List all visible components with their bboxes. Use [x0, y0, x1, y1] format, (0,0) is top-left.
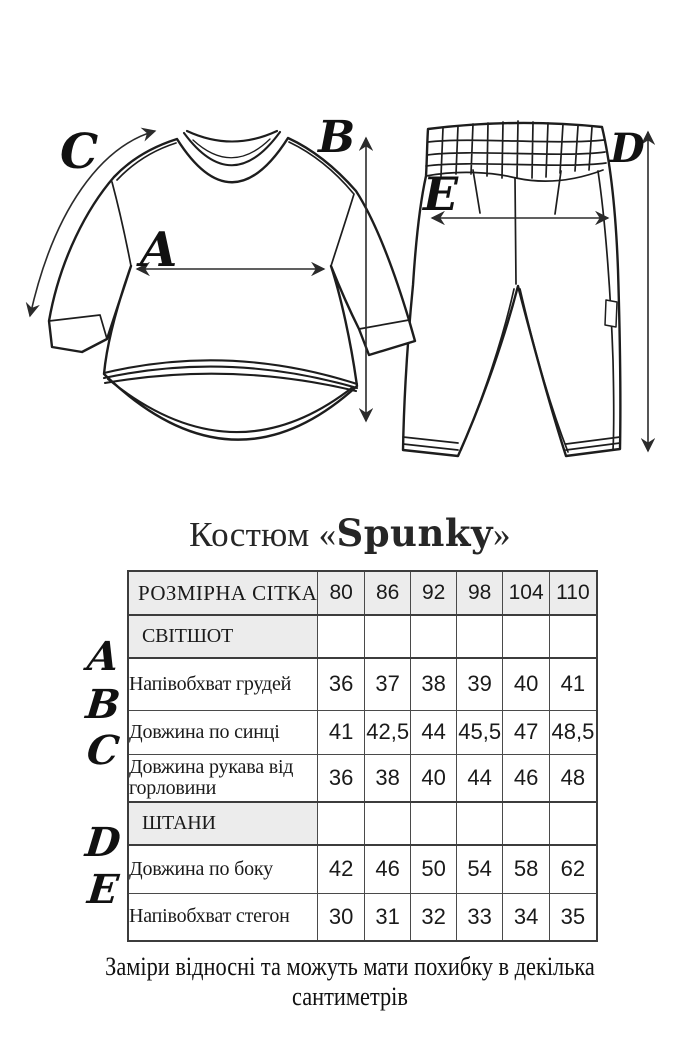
value-cell: 44 [411, 710, 457, 754]
header-label-cell: РОЗМІРНА СІТКА [128, 571, 318, 615]
size-header-cell: 98 [457, 571, 503, 615]
empty-cell [365, 802, 411, 845]
value-cell: 47 [503, 710, 550, 754]
measure-label-d: D [610, 125, 645, 172]
measure-name-cell: Довжина рукава від горловини [128, 754, 318, 802]
product-title-suffix: » [493, 515, 511, 554]
table-row-section-sweatshirt [128, 615, 597, 658]
value-cell: 34 [503, 893, 550, 941]
garment-diagram [0, 0, 700, 505]
value-cell: 41 [550, 658, 597, 710]
value-cell: 48 [550, 754, 597, 802]
sweatshirt-drawing [49, 131, 415, 440]
empty-cell [503, 802, 550, 845]
measure-name-cell: Напівобхват стегон [128, 893, 318, 941]
value-cell: 40 [411, 754, 457, 802]
value-cell: 30 [318, 893, 365, 941]
size-header-cell: 86 [365, 571, 411, 615]
product-title-prefix: Костюм « [189, 515, 337, 554]
value-cell: 35 [550, 893, 597, 941]
value-cell: 45,5 [457, 710, 503, 754]
empty-cell [318, 615, 365, 658]
section-label-cell: СВІТШОТ [128, 615, 318, 658]
table-row-header [128, 571, 597, 615]
value-cell: 46 [365, 845, 411, 893]
table-row-a [128, 658, 597, 710]
empty-cell [550, 615, 597, 658]
value-cell: 46 [503, 754, 550, 802]
empty-cell [503, 615, 550, 658]
value-cell: 31 [365, 893, 411, 941]
value-cell: 58 [503, 845, 550, 893]
value-cell: 40 [503, 658, 550, 710]
measure-label-b: B [318, 112, 356, 163]
table-row-section-pants [128, 802, 597, 845]
measurement-note: Заміри відносні та можуть мати похибку в декілька сантиметрів [105, 952, 595, 1011]
value-cell: 54 [457, 845, 503, 893]
measure-label-a: A [140, 222, 178, 278]
value-cell: 36 [318, 754, 365, 802]
value-cell: 39 [457, 658, 503, 710]
measure-name-cell: Довжина по синці [128, 710, 318, 754]
empty-cell [411, 615, 457, 658]
value-cell: 38 [365, 754, 411, 802]
value-cell: 36 [318, 658, 365, 710]
empty-cell [365, 615, 411, 658]
product-brand-name: Spunky [336, 511, 493, 555]
value-cell: 42 [318, 845, 365, 893]
value-cell: 44 [457, 754, 503, 802]
table-row-c [128, 754, 597, 802]
table-row-e [128, 893, 597, 941]
value-cell: 48,5 [550, 710, 597, 754]
product-title [0, 511, 700, 555]
value-cell: 33 [457, 893, 503, 941]
empty-cell [550, 802, 597, 845]
measure-label-c: C [60, 124, 99, 180]
table-row-b [128, 710, 597, 754]
empty-cell [457, 615, 503, 658]
row-letter-c: C [84, 727, 122, 774]
size-table-area [0, 570, 700, 950]
row-letter-e: E [85, 866, 121, 913]
value-cell: 32 [411, 893, 457, 941]
row-letter-b: B [83, 681, 123, 728]
measure-label-e: E [423, 167, 459, 221]
value-cell: 50 [411, 845, 457, 893]
value-cell: 41 [318, 710, 365, 754]
empty-cell [411, 802, 457, 845]
size-header-cell: 110 [550, 571, 597, 615]
row-letter-d: D [83, 819, 123, 866]
value-cell: 37 [365, 658, 411, 710]
row-letter-a: A [85, 633, 122, 680]
empty-cell [457, 802, 503, 845]
table-row-d [128, 845, 597, 893]
size-header-cell: 104 [503, 571, 550, 615]
size-header-cell: 80 [318, 571, 365, 615]
size-header-cell: 92 [411, 571, 457, 615]
empty-cell [318, 802, 365, 845]
section-label-cell: ШТАНИ [128, 802, 318, 845]
value-cell: 38 [411, 658, 457, 710]
measure-name-cell: Напівобхват грудей [128, 658, 318, 710]
sweatshirt-collar-lines [184, 131, 280, 165]
measure-name-cell: Довжина по боку [128, 845, 318, 893]
pants-side-tab [605, 300, 617, 327]
sweatshirt-outline [49, 138, 415, 440]
size-table [127, 570, 598, 942]
value-cell: 42,5 [365, 710, 411, 754]
value-cell: 62 [550, 845, 597, 893]
